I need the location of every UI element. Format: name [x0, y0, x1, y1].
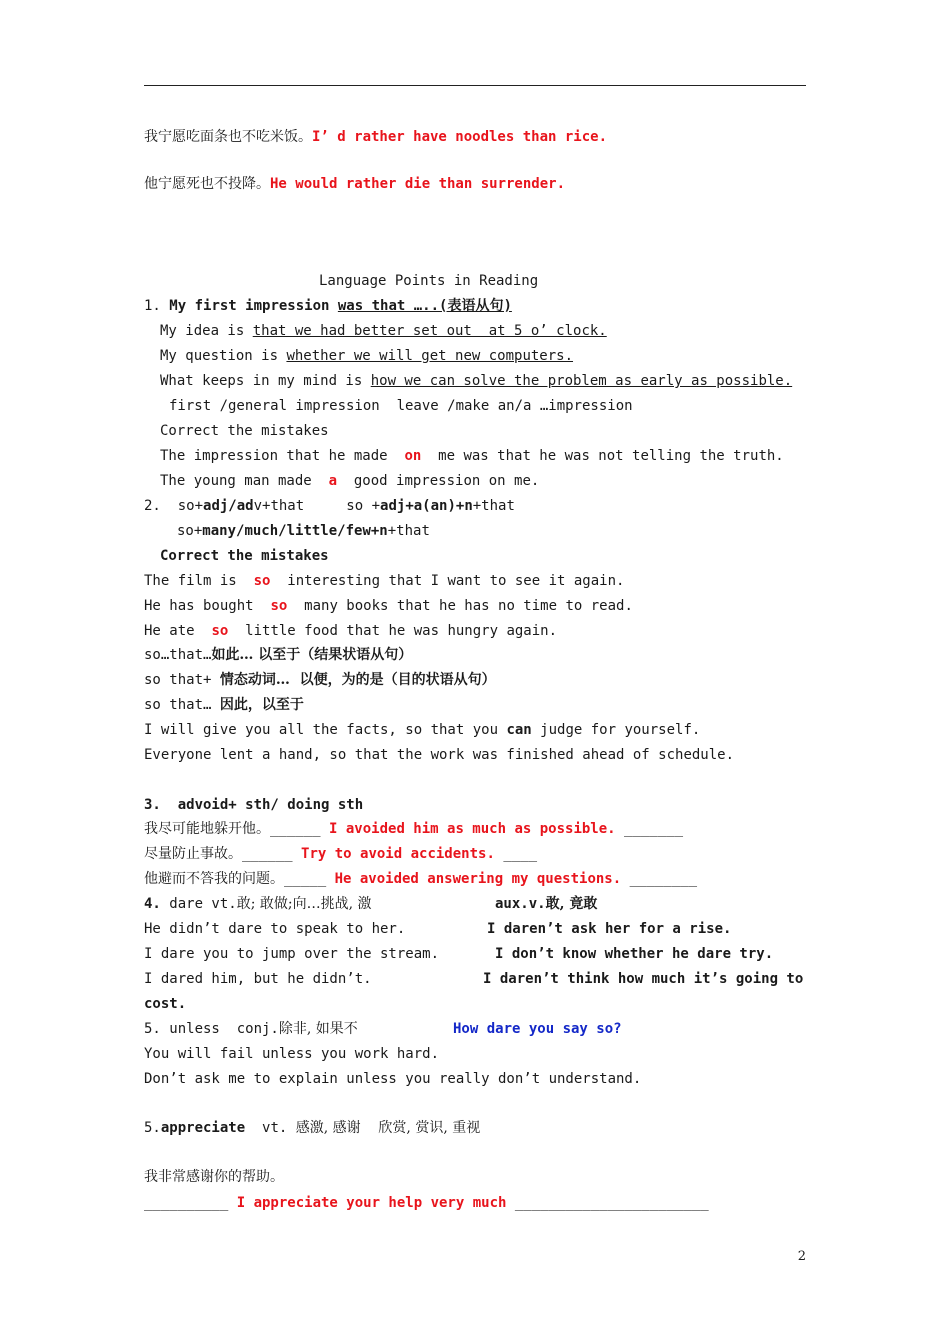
point-2-meaning-1: so…that…如此… 以至于（结果状语从句）	[144, 647, 413, 663]
point-2-formula-1: 2. so+adj/adv+that so +adj+a(an)+n+that	[144, 498, 515, 514]
point-4-right-3: I daren’t think how much it’s going to	[483, 971, 804, 987]
point-6-chinese: 我非常感谢你的帮助。	[144, 1169, 284, 1185]
point-1-phrase: first /general impression leave /make an/a …impression	[169, 398, 633, 414]
point-3-row-1: 我尽可能地躲开他。______ I avoided him as much as possible. _______	[144, 821, 684, 837]
point-5-example-2: Don’t ask me to explain unless you really don’t understand.	[144, 1071, 642, 1087]
point-4-definition: 4. dare vt.敢; 敢做;向…挑战, 激	[144, 896, 372, 912]
point-2-sentence-1: The film is so interesting that I want to see it again.	[144, 573, 625, 589]
point-4-left-1: He didn’t dare to speak to her.	[144, 921, 406, 937]
point-1-correction-2: The young man made a good impression on me.	[160, 473, 540, 489]
point-2-example-1: I will give you all the facts, so that you can judge for yourself.	[144, 722, 701, 738]
point-4-right-2: I don’t know whether he dare try.	[495, 946, 774, 962]
point-2-meaning-2: so that+ 情态动词… 以便，为的是（目的状语从句）	[144, 672, 496, 688]
point-2-correct-label: Correct the mistakes	[160, 548, 329, 564]
point-1-example-2: My question is whether we will get new computers.	[160, 348, 574, 364]
point-6-definition: 5.appreciate vt. 感激, 感谢 欣赏, 赏识, 重视	[144, 1120, 481, 1136]
page-number: 2	[797, 1249, 806, 1264]
point-5-example-1: You will fail unless you work hard.	[144, 1046, 440, 1062]
point-1-example-3: What keeps in my mind is how we can solve the problem as early as possible.	[160, 373, 793, 389]
point-2-sentence-3: He ate so little food that he was hungry again.	[144, 623, 558, 639]
section-title: Language Points in Reading	[319, 273, 539, 289]
point-6-answer: __________ I appreciate your help very much _______________________	[144, 1195, 709, 1211]
point-1-correct-label: Correct the mistakes	[160, 423, 329, 439]
point-5-definition: 5. unless conj.除非, 如果不	[144, 1021, 358, 1037]
point-3-row-2: 尽量防止事故。______ Try to avoid accidents. ____	[144, 846, 538, 862]
point-3-row-3: 他避而不答我的问题。_____ He avoided answering my questions. ________	[144, 871, 698, 887]
point-1-correction-1: The impression that he made on me was that he was not telling the truth.	[160, 448, 784, 464]
intro-line-2: 他宁愿死也不投降。He would rather die than surrender.	[144, 176, 566, 192]
point-4-aux-definition: aux.v.敢, 竟敢	[495, 896, 598, 912]
point-2-sentence-2: He has bought so many books that he has no time to read.	[144, 598, 633, 614]
point-2-example-2: Everyone lent a hand, so that the work was finished ahead of schedule.	[144, 747, 735, 763]
point-2-formula-2: so+many/much/little/few+n+that	[177, 523, 430, 539]
header-rule	[144, 85, 806, 86]
point-2-meaning-3: so that… 因此，以至于	[144, 697, 304, 713]
intro-line-1: 我宁愿吃面条也不吃米饭。I’ d rather have noodles than rice.	[144, 129, 608, 145]
point-4-right-3-cont: cost.	[144, 996, 187, 1012]
point-1-example-1: My idea is that we had better set out at 5 o’ clock.	[160, 323, 607, 339]
point-4-right-1: I daren’t ask her for a rise.	[487, 921, 732, 937]
point-1-heading: 1. My first impression was that …..(表语从句)	[144, 298, 512, 314]
point-4-left-2: I dare you to jump over the stream.	[144, 946, 440, 962]
point-4-left-3: I dared him, but he didn’t.	[144, 971, 372, 987]
point-3-heading: 3. advoid+ sth/ doing sth	[144, 797, 364, 813]
point-5-blue-example: How dare you say so?	[453, 1021, 622, 1037]
